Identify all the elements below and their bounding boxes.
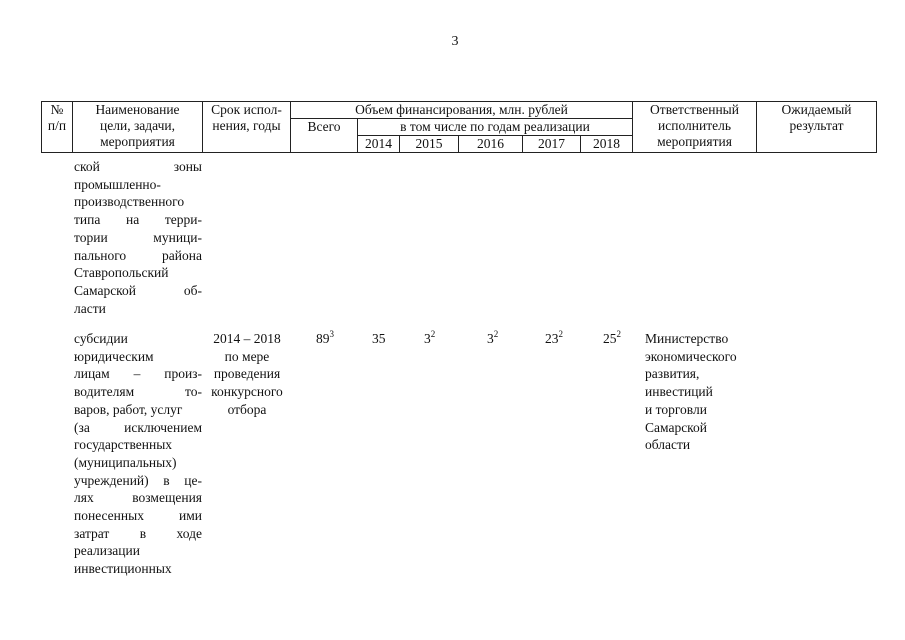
header-term: Срок испол- нения, годы (203, 102, 291, 153)
header-num: № п/п (42, 102, 73, 153)
header-year-2016: 2016 (459, 136, 523, 153)
row-name: субсидии юридическим лицам – произ- водителям то- варов, работ, услуг (за исключением государственных (муниципальных) учреждений) в це- лях возмещения понесенных ими затрат в ходе реализации инвестиционных (74, 331, 202, 577)
header-year-2014: 2014 (358, 136, 400, 153)
row-year-2016: $3^2$ (487, 329, 499, 346)
header-result: Ожидаемый результат (757, 102, 877, 153)
continuation-text: ской зоны промышленно- производственного типа на терри- тории муници- пального района Ставропольский Самарской об- ласти (74, 159, 202, 316)
row-year-2018: $25^2$ (603, 329, 621, 346)
row-total: $89^3$ (316, 329, 334, 346)
header-year-2018: 2018 (581, 136, 633, 153)
row-term: 2014 – 2018 по мере проведения конкурсного отбора (211, 331, 283, 417)
header-finance: Объем финансирования, млн. рублей (291, 102, 633, 119)
row-year-2015: $3^2$ (424, 329, 436, 346)
header-total: Всего (291, 119, 358, 153)
header-year-2015: 2015 (400, 136, 459, 153)
page-number: 3 (451, 34, 459, 49)
header-executor: Ответственный исполнитель мероприятия (633, 102, 757, 153)
table-header (41, 101, 877, 153)
row-year-2017: $23^2$ (545, 329, 563, 346)
header-by-years: в том числе по годам реализации (358, 119, 633, 136)
row-executor: Министерство экономического развития, инвестиций и торговли Самарской области (645, 331, 737, 453)
row-year-2014: 35 (372, 331, 386, 346)
header-year-2017: 2017 (523, 136, 581, 153)
header-name: Наименование цели, задачи, мероприятия (73, 102, 203, 153)
